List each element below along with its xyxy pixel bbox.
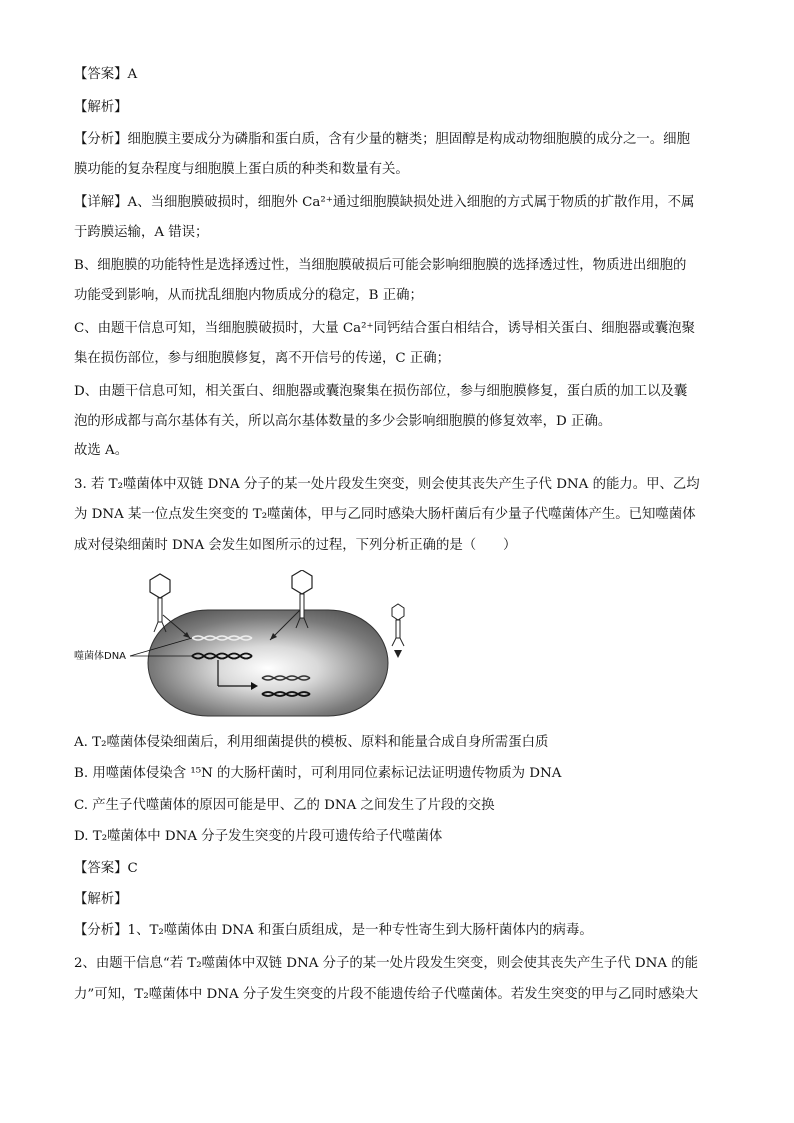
analysis-line-10: 故选 A。 — [74, 443, 129, 458]
analysis-label: 【解析】 — [74, 100, 128, 115]
option-d: D. T₂噬菌体中 DNA 分子发生突变的片段可遗传给子代噬菌体 — [74, 829, 443, 844]
analysis2-line-2: 力”可知，T₂噬菌体中 DNA 分子发生突变的片段不能遗传给子代噬菌体。若发生突变的甲与乙同时感染大 — [74, 987, 699, 1002]
analysis-line-6: C、由题干信息可知，当细胞膜破损时，大量 Ca²⁺同钙结合蛋白相结合，诱导相关蛋白、细胞器或囊泡聚 — [74, 321, 695, 336]
analysis-line-5: 功能受到影响，从而扰乱细胞内物质成分的稳定，B 正确； — [74, 288, 423, 303]
analysis-line-7: 集在损伤部位，参与细胞膜修复，离不开信号的传递，C 正确； — [74, 351, 451, 366]
analysis-line-8: D、由题干信息可知，相关蛋白、细胞器或囊泡聚集在损伤部位，参与细胞膜修复，蛋白质的加工以及囊 — [74, 384, 688, 399]
analysis-line-0: 【分析】细胞膜主要成分为磷脂和蛋白质，含有少量的糖类；胆固醇是构成动物细胞膜的成分之一。细胞 — [74, 132, 690, 147]
analysis2-line-0: 【分析】1、T₂噬菌体由 DNA 和蛋白质组成，是一种专性寄生到大肠杆菌体内的病毒。 — [74, 923, 593, 938]
figure-label: 噬菌体DNA — [74, 651, 127, 662]
analysis2-line-1: 2、由题干信息“若 T₂噬菌体中双链 DNA 分子的某一处片段发生突变，则会使其丧失产生子代 DNA 的能 — [74, 956, 699, 971]
small-phage-icon — [392, 604, 404, 658]
analysis-line-9: 泡的形成都与高尔基体有关，所以高尔基体数量的多少会影响细胞膜的修复效率，D 正确。 — [74, 414, 612, 429]
phage-infection-figure — [70, 570, 410, 720]
analysis-line-3: 于跨膜运输，A 错误； — [74, 225, 209, 240]
analysis-line-4: B、细胞膜的功能特性是选择透过性，当细胞膜破损后可能会影响细胞膜的选择透过性，物质进出细胞的 — [74, 258, 687, 273]
analysis-label-2: 【解析】 — [74, 892, 128, 907]
question-stem-1: 为 DNA 某一位点发生突变的 T₂噬菌体，甲与乙同时感染大肠杆菌后有少量子代噬菌体产生。已知噬菌体 — [74, 507, 696, 522]
bacterium-cell — [148, 610, 388, 716]
analysis-line-2: 【详解】A、当细胞膜破损时，细胞外 Ca²⁺通过细胞膜缺损处进入细胞的方式属于物质的扩散作用，不属 — [74, 195, 695, 210]
option-a: A. T₂噬菌体侵染细菌后，利用细菌提供的模板、原料和能量合成自身所需蛋白质 — [74, 735, 549, 750]
analysis-line-1: 膜功能的复杂程度与细胞膜上蛋白质的种类和数量有关。 — [74, 162, 409, 177]
answer-label: 【答案】A — [74, 67, 138, 82]
answer-label-2: 【答案】C — [74, 861, 138, 876]
question-stem-2: 成对侵染细菌时 DNA 会发生如图所示的过程，下列分析正确的是（ ） — [74, 538, 517, 553]
question-stem-0: 3. 若 T₂噬菌体中双链 DNA 分子的某一处片段发生突变，则会使其丧失产生子代 DNA 的能力。甲、乙均 — [74, 477, 700, 492]
option-c: C. 产生子代噬菌体的原因可能是甲、乙的 DNA 之间发生了片段的交换 — [74, 798, 495, 813]
option-b: B. 用噬菌体侵染含 ¹⁵N 的大肠杆菌时，可利用同位素标记法证明遗传物质为 DNA — [74, 766, 562, 781]
